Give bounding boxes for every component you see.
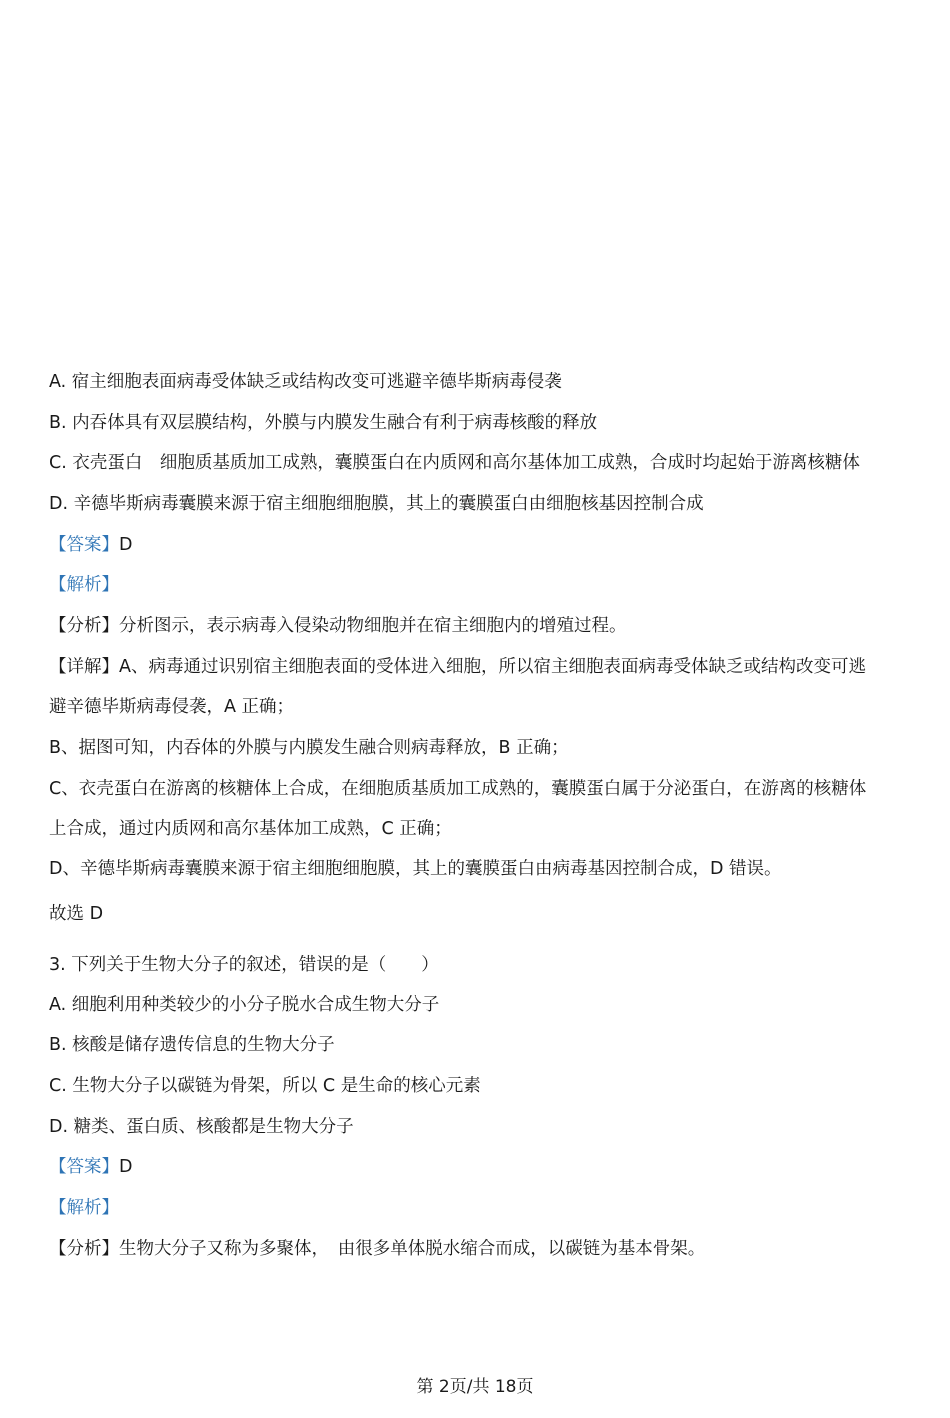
q3-answer <box>49 1155 132 1179</box>
q2-detail-c-line2: 上合成，通过内质网和高尔基体加工成熟，C 正确； <box>49 819 452 839</box>
q3-analysis-heading <box>49 1196 119 1220</box>
q3-option-b: B. 核酸是储存遗传信息的生物大分子 <box>49 1035 335 1055</box>
q2-option-d: D. 辛德毕斯病毒囊膜来源于宿主细胞细胞膜，其上的囊膜蛋白由细胞核基因控制合成 <box>49 494 704 514</box>
q2-detail-d: D、辛德毕斯病毒囊膜来源于宿主细胞细胞膜，其上的囊膜蛋白由病毒基因控制合成，D 错误。 <box>49 859 782 879</box>
q2-option-c: C. 衣壳蛋白 细胞质基质加工成熟，囊膜蛋白在内质网和高尔基体加工成熟，合成时均起始于游离核糖体 <box>49 453 860 473</box>
fenxi-text: 分析图示，表示病毒入侵染动物细胞并在宿主细胞内的增殖过程。 <box>119 616 627 636</box>
analysis-tag: 【解析】 <box>49 575 119 595</box>
q2-conclusion: 故选 D <box>49 904 104 924</box>
q2-detail-b: B、据图可知，内吞体的外膜与内膜发生融合则病毒释放，B 正确； <box>49 738 569 758</box>
answer-tag: 【答案】 <box>49 535 119 555</box>
fenxi-text: 生物大分子又称为多聚体， 由很多单体脱水缩合而成，以碳链为基本骨架。 <box>119 1239 706 1259</box>
analysis-tag: 【解析】 <box>49 1198 119 1218</box>
page-number: 第 2页/共 18页 <box>416 1377 534 1397</box>
q3-option-d: D. 糖类、蛋白质、核酸都是生物大分子 <box>49 1117 354 1137</box>
answer-tag: 【答案】 <box>49 1157 119 1177</box>
q3-option-a: A. 细胞利用种类较少的小分子脱水合成生物大分子 <box>49 995 440 1015</box>
fenxi-tag: 【分析】 <box>49 1239 119 1259</box>
answer-value: D <box>119 535 133 555</box>
q3-fenxi <box>49 1237 705 1261</box>
q2-detail-a-line1 <box>49 655 866 679</box>
q2-answer <box>49 533 132 557</box>
fenxi-tag: 【分析】 <box>49 616 119 636</box>
q2-option-b: B. 内吞体具有双层膜结构，外膜与内膜发生融合有利于病毒核酸的释放 <box>49 413 598 433</box>
q2-fenxi <box>49 614 627 638</box>
answer-value: D <box>119 1157 133 1177</box>
q3-option-c: C. 生物大分子以碳链为骨架，所以 C 是生命的核心元素 <box>49 1076 481 1096</box>
detail-a-text: A、病毒通过识别宿主细胞表面的受体进入细胞，所以宿主细胞表面病毒受体缺乏或结构改变可逃 <box>119 657 866 677</box>
q2-detail-a-line2: 避辛德毕斯病毒侵袭，A 正确； <box>49 697 295 717</box>
q3-stem: 3. 下列关于生物大分子的叙述，错误的是（ ） <box>49 955 439 975</box>
q2-analysis-heading <box>49 573 119 597</box>
q2-option-a: A. 宿主细胞表面病毒受体缺乏或结构改变可逃避辛德毕斯病毒侵袭 <box>49 372 562 392</box>
q2-detail-c-line1: C、衣壳蛋白在游离的核糖体上合成，在细胞质基质加工成熟的，囊膜蛋白属于分泌蛋白，在游离的核糖体 <box>49 779 867 799</box>
detail-tag: 【详解】 <box>49 657 119 677</box>
